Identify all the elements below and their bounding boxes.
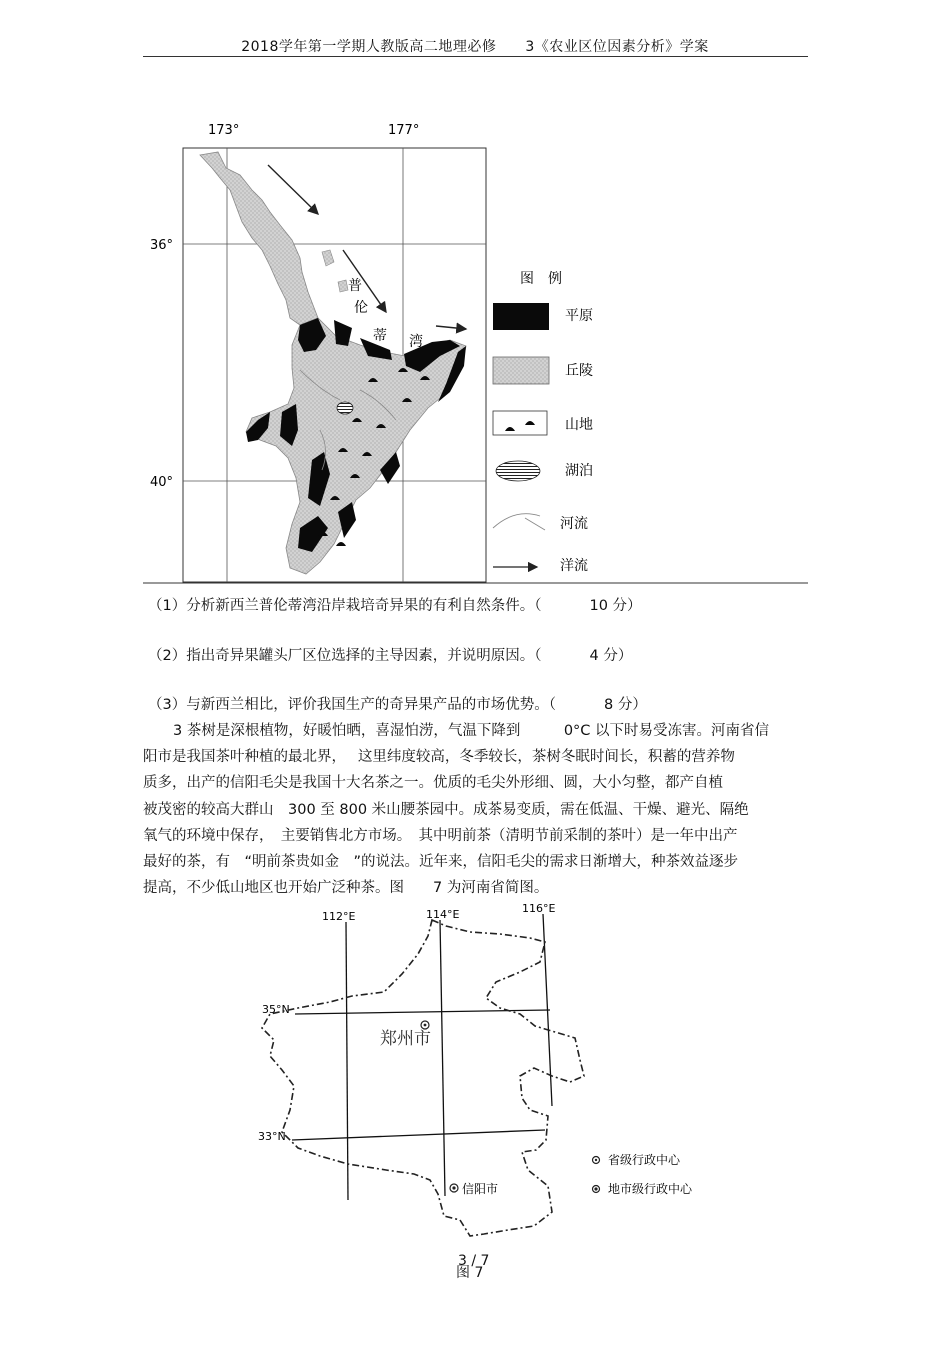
question-1-score: 10 分） (589, 598, 642, 614)
lat-label-36: 36° (150, 238, 174, 253)
legend-prefecture-label: 地市级行政中心 (608, 1182, 693, 1196)
legend-river-swatch (493, 514, 545, 530)
lat-label-40: 40° (150, 475, 174, 490)
question-2-score: 4 分） (589, 648, 633, 664)
paragraph-line: 质多，出产的信阳毛尖是我国十大名茶之一。优质的毛尖外形细、圆，大小匀整，都产自植 (143, 775, 723, 792)
zhengzhou-label: 郑州市 (380, 1029, 431, 1049)
figure-caption: 图 7 (456, 1265, 484, 1281)
question-3-score: 8 分） (603, 697, 647, 713)
place-char-wan: 湾 (409, 334, 423, 350)
new-zealand-map (0, 0, 950, 600)
question-2-text: （2）指出奇异果罐头厂区位选择的主导因素，并说明原因。（ (148, 648, 542, 664)
lon-label-173: 173° (208, 123, 240, 138)
question-1-text: （1）分析新西兰普伦蒂湾沿岸栽培奇异果的有利自然条件。（ (148, 598, 542, 614)
legend-provincial-label: 省级行政中心 (608, 1153, 681, 1167)
question-3 (148, 693, 647, 714)
question-1 (148, 594, 642, 615)
paragraph-line: 3 茶树是深根植物，好暖怕晒，喜湿怕涝，气温下降到 0°C 以下时易受冻害。河南省信 (173, 723, 770, 739)
tea-paragraph (143, 718, 793, 901)
paragraph-line: 被茂密的较高大群山 300 至 800 米山腰茶园中。成茶易变质，需在低温、干燥、避光、隔绝 (143, 801, 749, 818)
question-2 (148, 644, 632, 665)
place-char-pu: 普 (348, 278, 362, 294)
legend-hill-label: 丘陵 (565, 363, 593, 379)
meridian-114 (440, 920, 445, 1196)
legend-plain-label: 平原 (565, 308, 593, 324)
legend-river-label: 河流 (560, 516, 588, 532)
paragraph-line: 提高，不少低山地区也开始广泛种茶。图 7 为河南省简图。 (143, 880, 549, 897)
paragraph-line: 氧气的环境中保存， 主要销售北方市场。 其中明前茶（清明节前采制的茶叶）是一年中出产 (143, 827, 738, 844)
province-border (262, 920, 584, 1236)
page-header: 2018学年第一学期人教版高二地理必修 3《农业区位因素分析》学案 (241, 39, 709, 55)
lon-label-114: 114°E (426, 908, 460, 921)
legend-current-label: 洋流 (560, 558, 588, 574)
page-number: 3 / 7 (458, 1253, 490, 1269)
place-char-di: 蒂 (373, 328, 387, 344)
lon-label-116: 116°E (522, 902, 556, 915)
lon-label-177: 177° (388, 123, 420, 138)
legend-mountain-swatch (493, 411, 547, 435)
xinyang-label: 信阳市 (462, 1182, 499, 1196)
lat-label-35: 35°N (262, 1003, 290, 1016)
legend-plain-swatch (493, 303, 549, 330)
legend-title: 图 例 (520, 271, 562, 287)
legend-lake-swatch (496, 461, 540, 481)
lake-symbol (337, 402, 353, 414)
place-char-lun: 伦 (354, 300, 368, 316)
legend-hill-swatch (493, 357, 549, 384)
meridian-112 (346, 922, 348, 1200)
parallel-35 (295, 1010, 550, 1014)
lon-label-112: 112°E (322, 910, 356, 923)
paragraph-line: 最好的茶，有 “明前茶贵如金 ”的说法。近年来，信阳毛尖的需求日渐增大，种茶效益逐步 (143, 854, 739, 871)
paragraph-line: 阳市是我国茶叶种植的最北界， 这里纬度较高，冬季较长，茶树冬眠时间长，积蓄的营养物 (143, 749, 735, 766)
legend-mountain-label: 山地 (565, 417, 593, 433)
question-3-text: （3）与新西兰相比，评价我国生产的奇异果产品的市场优势。（ (148, 697, 556, 713)
northland-hills (200, 152, 318, 325)
lat-label-33: 33°N (258, 1130, 286, 1143)
legend-lake-label: 湖泊 (565, 463, 593, 479)
henan-map (0, 890, 950, 1250)
parallel-33 (292, 1130, 545, 1140)
